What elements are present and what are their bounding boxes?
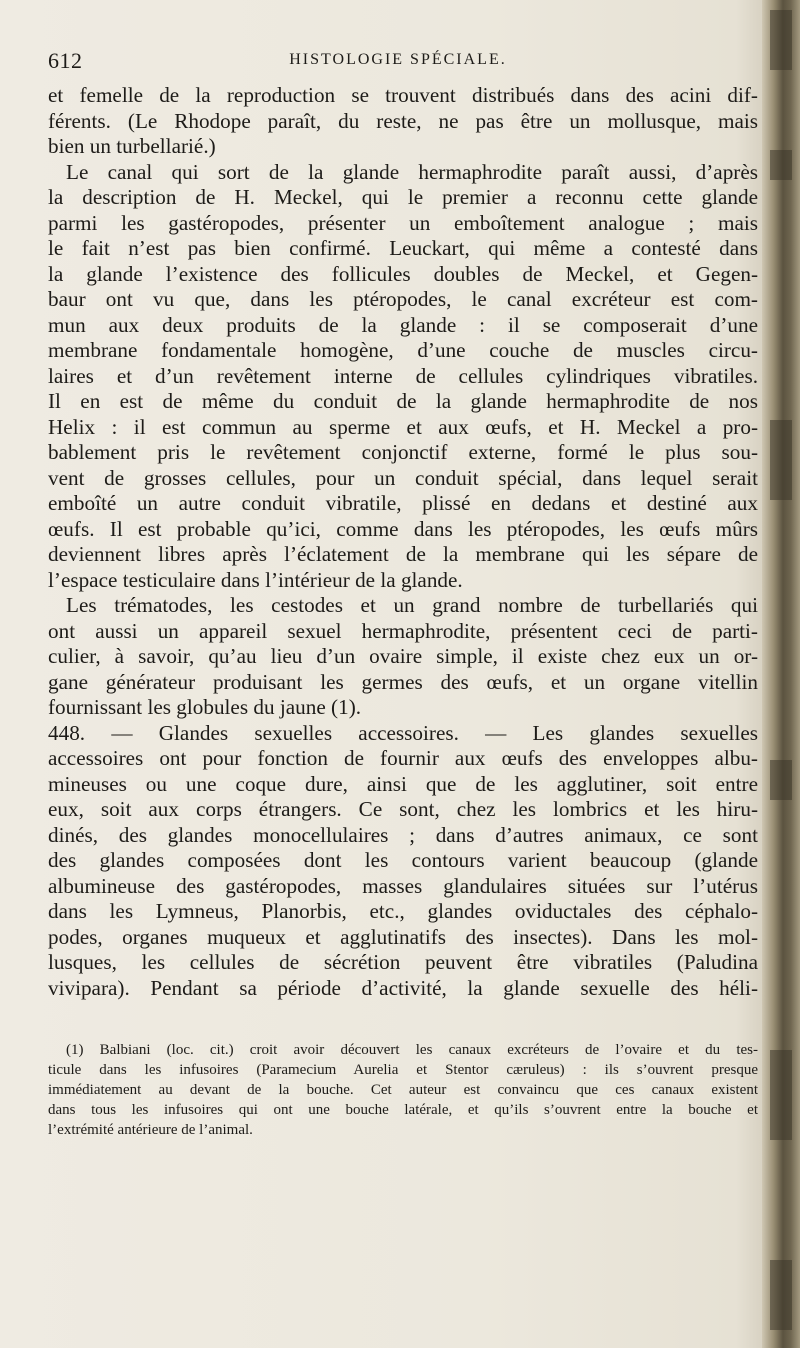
spine-shadow — [770, 1260, 792, 1330]
text-line: dinés, des glandes monocellulaires ; dans d’autres animaux, ce sont — [48, 822, 758, 847]
page-number: 612 — [48, 48, 83, 73]
text-line: laires et d’un revêtement interne de cellules cylindriques vibratiles. — [48, 363, 758, 388]
text-line: ont aussi un appareil sexuel hermaphrodite, présentent ceci de parti- — [48, 618, 758, 643]
text-line: la glande l’existence des follicules doubles de Meckel, et Gegen- — [48, 261, 758, 286]
text-line: vent de grosses cellules, pour un conduit spécial, dans lequel serait — [48, 465, 758, 490]
text-line: bien un turbellarié.) — [48, 134, 216, 158]
text-line: le fait n’est pas bien confirmé. Leuckart, qui même a contesté dans — [48, 236, 758, 260]
text-line: fournissant les globules du jaune (1). — [48, 695, 362, 719]
page-header — [48, 48, 748, 78]
text-line: emboîté un autre conduit vibratile, plissé en dedans et destiné aux — [48, 491, 758, 515]
text-line: et femelle de la reproduction se trouvent distribués dans des acini dif- — [48, 83, 758, 107]
text-line: Il en est de même du conduit de la glande hermaphrodite de nos — [48, 389, 758, 413]
spine-shadow — [770, 10, 792, 70]
text-line: albumineuse des gastéropodes, masses glandulaires situées sur l’utérus — [48, 873, 758, 898]
text-line: baur ont vu que, dans les ptéropodes, le canal excréteur est com- — [48, 287, 758, 311]
running-title: HISTOLOGIE SPÉCIALE. — [289, 51, 507, 68]
text-line: des glandes composées dont les contours varient beaucoup (glande — [48, 848, 758, 872]
text-line: deviennent libres après l’éclatement de la membrane qui les sépare de — [48, 542, 758, 566]
text-line: podes, organes muqueux et agglutinatifs des insectes). Dans les mol- — [48, 924, 758, 949]
section-heading-line: 448. — Glandes sexuelles accessoires. — Les glandes sexuelles — [48, 720, 758, 745]
text-line: la description de H. Meckel, qui le premier a reconnu cette glande — [48, 185, 758, 209]
text-line: accessoires ont pour fonction de fournir aux œufs des enveloppes albu- — [48, 746, 758, 770]
spine-shadow — [770, 150, 792, 180]
footnote-line: dans tous les infusoires qui ont une bouche latérale, et qu’ils s’ouvrent entre la bouche et — [48, 1102, 758, 1118]
text-line: membrane fondamentale homogène, d’une couche de muscles circu- — [48, 338, 758, 362]
text-line: bablement pris le revêtement conjonctif externe, formé le plus sou- — [48, 440, 758, 464]
book-spine-edge — [762, 0, 800, 1348]
spine-shadow — [770, 760, 792, 800]
text-line: Helix : il est commun au sperme et aux œufs, et H. Meckel a pro- — [48, 414, 758, 439]
footnotes — [48, 1040, 758, 1140]
text-line: mun aux deux produits de la glande : il se composerait d’une — [48, 312, 758, 337]
text-line: Les trématodes, les cestodes et un grand nombre de turbellariés qui — [66, 593, 758, 617]
text-line: dans les Lymneus, Planorbis, etc., glandes oviductales des céphalo- — [48, 899, 758, 923]
spine-shadow — [770, 1050, 792, 1140]
text-line: l’espace testiculaire dans l’intérieur de la glande. — [48, 567, 463, 592]
spine-shadow — [770, 420, 792, 500]
text-line: mineuses ou une coque dure, ainsi que de les agglutiner, soit entre — [48, 771, 758, 796]
text-line: œufs. Il est probable qu’ici, comme dans les ptéropodes, les œufs mûrs — [48, 516, 758, 541]
body-text — [48, 83, 758, 1001]
text-line: eux, soit aux corps étrangers. Ce sont, chez les lombrics et les hiru- — [48, 797, 758, 821]
footnote-line: immédiatement au devant de la bouche. Cet auteur est convaincu que ces canaux existent — [48, 1082, 758, 1098]
text-line: férents. (Le Rhodope paraît, du reste, ne pas être un mollusque, mais — [48, 108, 758, 133]
footnote-line: l’extrémité antérieure de l’animal. — [48, 1122, 253, 1138]
text-line: gane générateur produisant les germes des œufs, et un organe vitellin — [48, 669, 758, 694]
text-line: culier, à savoir, qu’au lieu d’un ovaire simple, il existe chez eux un or- — [48, 644, 758, 668]
text-line: parmi les gastéropodes, présenter un emboîtement analogue ; mais — [48, 210, 758, 235]
text-line: vivipara). Pendant sa période d’activité, la glande sexuelle des héli- — [48, 975, 758, 1000]
footnote-line: ticule dans les infusoires (Paramecium Aurelia et Stentor cæruleus) : ils s’ouvrent presque — [48, 1062, 758, 1078]
text-line: Le canal qui sort de la glande hermaphrodite paraît aussi, d’après — [66, 159, 758, 184]
footnote-line: (1) Balbiani (loc. cit.) croit avoir découvert les canaux excréteurs de l’ovaire et du tes- — [66, 1042, 758, 1058]
text-line: lusques, les cellules de sécrétion peuvent être vibratiles (Paludina — [48, 950, 758, 974]
